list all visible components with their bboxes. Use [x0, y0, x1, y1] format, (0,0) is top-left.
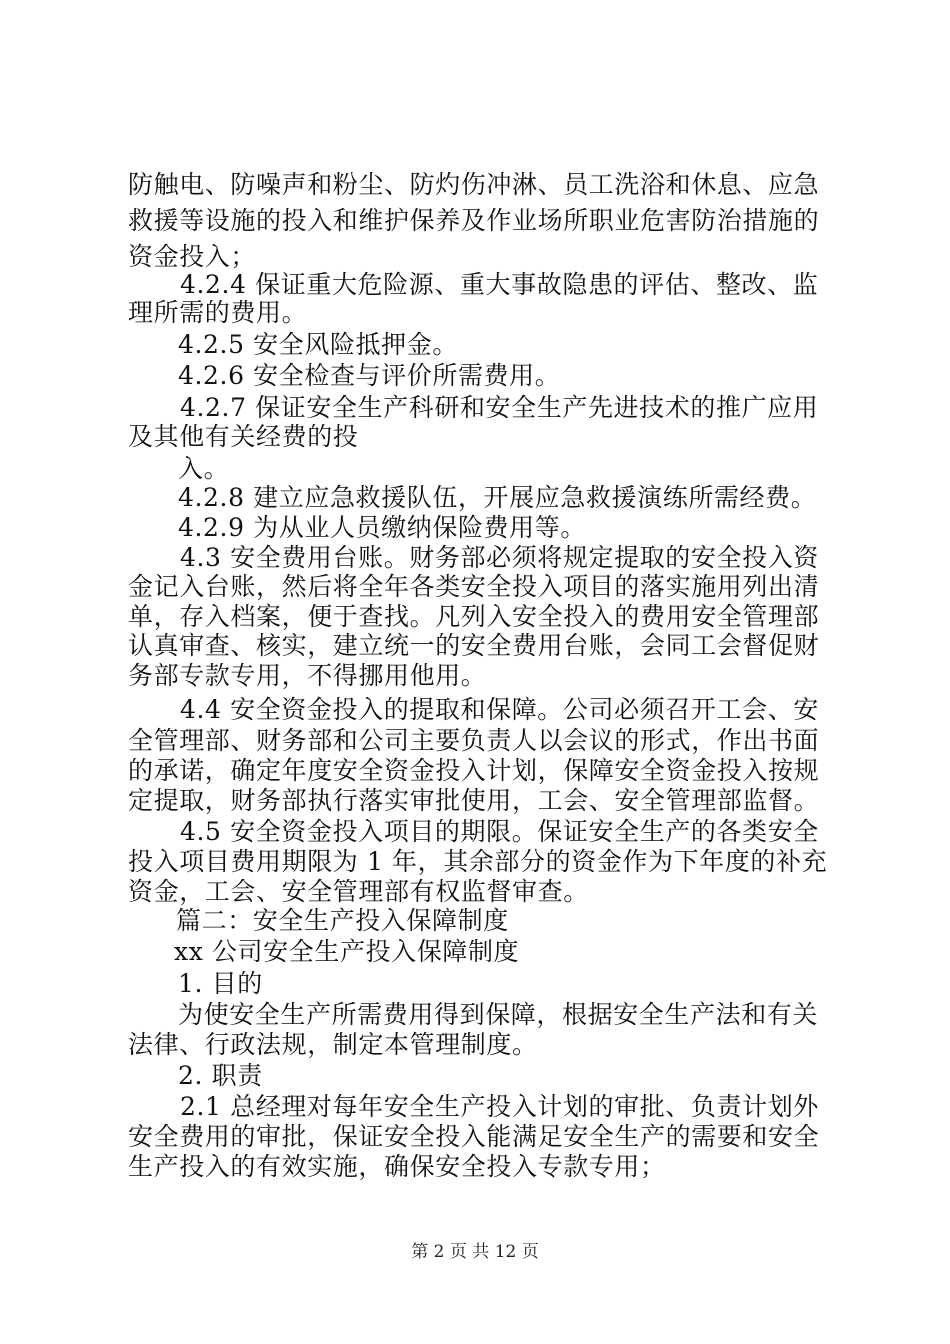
text-line: 为使安全生产所需费用得到保障，根据安全生产法和有关: [178, 1000, 819, 1029]
text-line: 4.3 安全费用台账。财务部必须将规定提取的安全投入资: [180, 543, 819, 572]
text-line: 4.2.4 保证重大危险源、重大事故隐患的评估、整改、监: [180, 270, 819, 299]
text-line: 资金，工会、安全管理部有权监督审查。: [128, 877, 589, 906]
text-line: 篇二：安全生产投入保障制度: [176, 906, 509, 935]
text-line: 入。: [178, 454, 230, 483]
text-line: 4.2.6 安全检查与评价所需费用。: [178, 361, 561, 390]
page-footer: [0, 1240, 950, 1264]
text-line: 认真审查、核实，建立统一的安全费用台账，会同工会督促财: [128, 631, 820, 660]
text-line: 务部专款专用，不得挪用他用。: [128, 661, 487, 690]
text-line: 2. 职责: [178, 1061, 263, 1090]
text-line: xx 公司安全生产投入保障制度: [174, 937, 520, 966]
text-line: 单，存入档案，便于查找。凡列入安全投入的费用安全管理部: [128, 602, 820, 631]
text-line: 4.4 安全资金投入的提取和保障。公司必须召开工会、安: [180, 695, 819, 724]
text-line: 救援等设施的投入和维护保养及作业场所职业危害防治措施的: [128, 206, 820, 235]
text-line: 4.2.7 保证安全生产科研和安全生产先进技术的推广应用: [180, 393, 819, 422]
text-line: 安全费用的审批，保证安全投入能满足安全生产的需要和安全: [128, 1122, 820, 1151]
text-line: 金记入台账，然后将全年各类安全投入项目的落实施用列出清: [128, 572, 820, 601]
page-number: 第 2 页 共 12 页: [411, 1242, 539, 1262]
text-line: 及其他有关经费的投: [128, 422, 359, 451]
text-line: 资金投入；: [128, 242, 257, 271]
text-line: 4.2.9 为从业人员缴纳保险费用等。: [178, 513, 586, 542]
text-line: 法律、行政法规，制定本管理制度。: [128, 1030, 538, 1059]
text-line: 生产投入的有效实施，确保安全投入专款专用；: [128, 1152, 666, 1181]
text-line: 2.1 总经理对每年安全生产投入计划的审批、负责计划外: [180, 1092, 819, 1121]
text-line: 4.5 安全资金投入项目的期限。保证安全生产的各类安全: [180, 817, 819, 846]
text-line: 防触电、防噪声和粉尘、防灼伤冲淋、员工洗浴和休息、应急: [128, 170, 820, 199]
text-line: 的承诺，确定年度安全资金投入计划，保障安全资金投入按规: [128, 756, 820, 785]
text-line: 4.2.5 安全风险抵押金。: [178, 330, 458, 359]
text-line: 4.2.8 建立应急救援队伍，开展应急救援演练所需经费。: [178, 483, 817, 512]
text-line: 理所需的费用。: [128, 298, 308, 327]
text-line: 全管理部、财务部和公司主要负责人以会议的形式，作出书面: [128, 726, 820, 755]
text-line: 1. 目的: [178, 969, 263, 998]
text-line: 投入项目费用期限为 1 年，其余部分的资金作为下年度的补充: [128, 847, 828, 876]
text-line: 定提取，财务部执行落实审批使用，工会、安全管理部监督。: [128, 786, 820, 815]
